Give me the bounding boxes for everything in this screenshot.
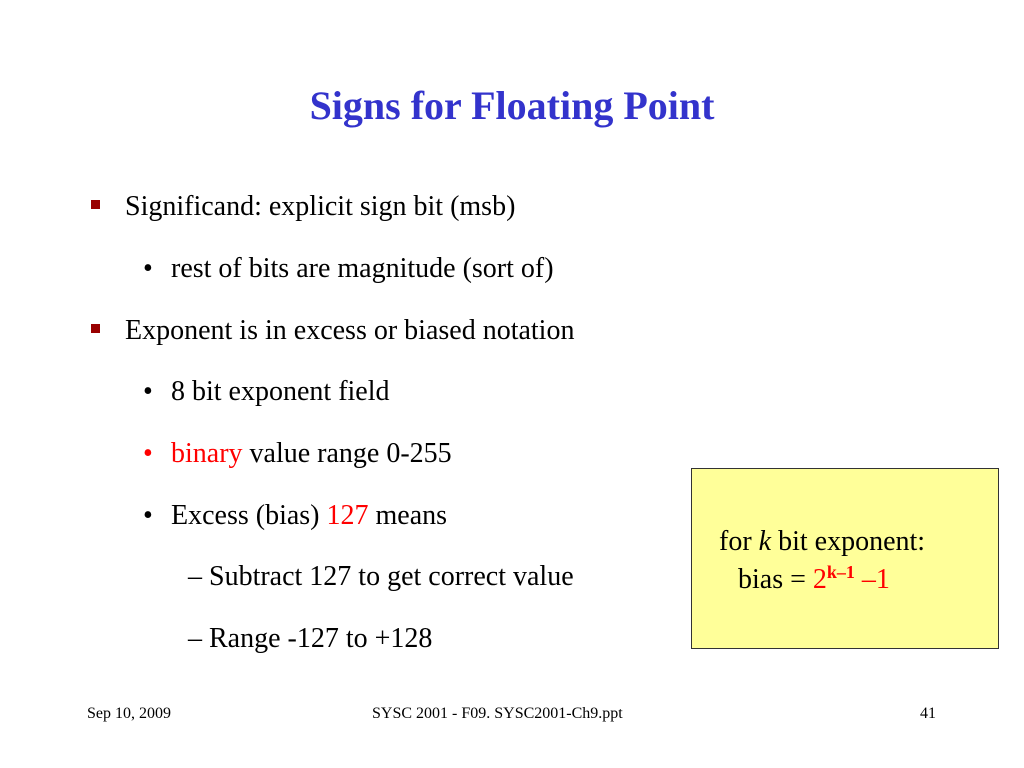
callout-base-2: 2 xyxy=(812,564,827,595)
sub-bullet-range: – Range -127 to +128 xyxy=(188,623,433,654)
callout-line-1 xyxy=(719,525,925,559)
binary-highlight: binary xyxy=(171,438,243,469)
square-bullet-icon xyxy=(91,324,100,333)
bullet-exponent-field: 8 bit exponent field xyxy=(171,376,390,407)
square-bullet-icon xyxy=(91,200,100,209)
excess-bias-pre: Excess (bias) xyxy=(171,500,327,531)
bullet-exponent: Exponent is in excess or biased notation xyxy=(125,315,575,346)
dot-bullet-icon: • xyxy=(143,376,153,407)
value-range-text: value range 0-255 xyxy=(242,438,452,469)
callout-k-variable: k xyxy=(758,526,772,557)
footer-date: Sep 10, 2009 xyxy=(87,705,171,722)
dot-bullet-icon: • xyxy=(143,438,153,469)
bullet-magnitude: rest of bits are magnitude (sort of) xyxy=(171,253,554,284)
page-number: 41 xyxy=(920,705,936,722)
callout-minus-one: –1 xyxy=(854,564,890,595)
footer-title: SYSC 2001 - F09. SYSC2001-Ch9.ppt xyxy=(372,705,623,722)
bias-formula-callout xyxy=(691,468,999,649)
callout-exponent: k–1 xyxy=(826,562,855,582)
callout-bias-equals: bias = xyxy=(738,564,813,595)
slide-title: Signs for Floating Point xyxy=(309,83,715,128)
dot-bullet-icon: • xyxy=(143,253,153,284)
sub-bullet-subtract: – Subtract 127 to get correct value xyxy=(188,561,574,592)
callout-for-text: for xyxy=(719,526,759,557)
bullet-excess-bias xyxy=(171,499,447,533)
excess-bias-post: means xyxy=(368,500,448,531)
bias-127-highlight: 127 xyxy=(326,500,369,531)
callout-line-2 xyxy=(738,563,890,597)
dot-bullet-icon: • xyxy=(143,500,153,531)
bullet-significand: Significand: explicit sign bit (msb) xyxy=(125,191,516,222)
callout-bit-exponent-text: bit exponent: xyxy=(771,526,926,557)
bullet-value-range xyxy=(171,437,452,471)
